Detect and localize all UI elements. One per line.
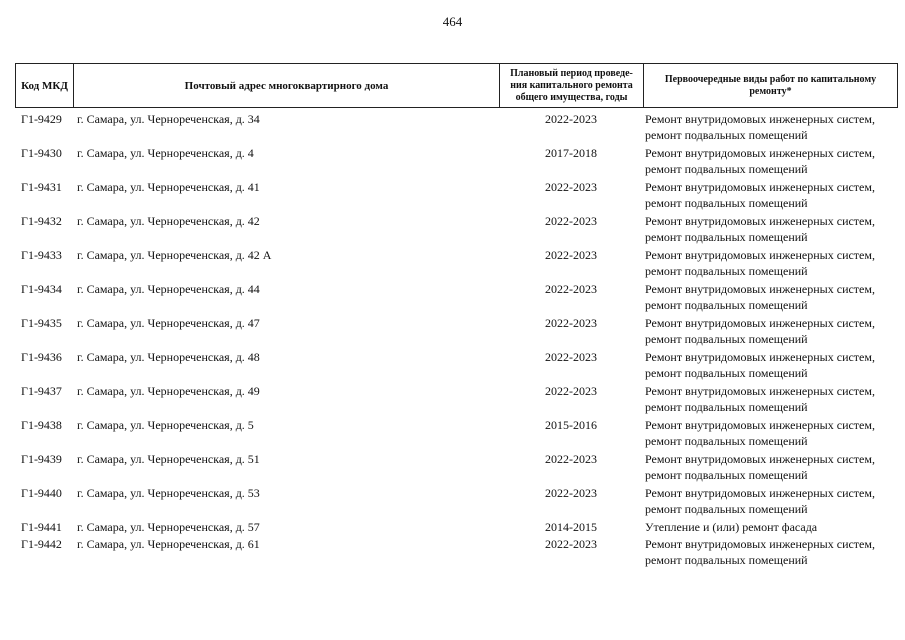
works-line: ремонт подвальных помещений — [645, 400, 808, 414]
table-row — [15, 211, 898, 245]
header-works-line: Первоочередные виды работ по капитальному — [664, 73, 877, 85]
address-cell: г. Самара, ул. Чернореченская, д. 44 — [77, 282, 260, 296]
period-cell: 2022-2023 — [545, 452, 597, 466]
mkd-code-cell: Г1-9441 — [21, 520, 62, 534]
address-cell: г. Самара, ул. Чернореченская, д. 53 — [77, 486, 260, 500]
mkd-code-cell: Г1-9434 — [21, 282, 62, 296]
period-cell: 2022-2023 — [545, 486, 597, 500]
works-line: ремонт подвальных помещений — [645, 196, 808, 210]
works-line: Ремонт внутридомовых инженерных систем, — [645, 282, 875, 296]
works-line: Ремонт внутридомовых инженерных систем, — [645, 180, 875, 194]
address-cell: г. Самара, ул. Чернореченская, д. 4 — [77, 146, 254, 160]
works-cell — [645, 536, 875, 568]
works-line: Ремонт внутридомовых инженерных систем, — [645, 418, 875, 432]
period-cell: 2022-2023 — [545, 112, 597, 126]
period-cell: 2022-2023 — [545, 537, 597, 551]
mkd-code-cell: Г1-9435 — [21, 316, 62, 330]
works-line: ремонт подвальных помещений — [645, 162, 808, 176]
works-cell — [645, 485, 875, 517]
table-row — [15, 143, 898, 177]
mkd-code-cell: Г1-9429 — [21, 112, 62, 126]
works-cell — [645, 383, 875, 415]
table-row — [15, 313, 898, 347]
period-cell: 2014-2015 — [545, 520, 597, 534]
works-line: Ремонт внутридомовых инженерных систем, — [645, 316, 875, 330]
address-cell: г. Самара, ул. Чернореченская, д. 49 — [77, 384, 260, 398]
works-line: ремонт подвальных помещений — [645, 332, 808, 346]
mkd-code-cell: Г1-9431 — [21, 180, 62, 194]
table-body — [15, 109, 898, 568]
mkd-code-cell: Г1-9439 — [21, 452, 62, 466]
address-cell: г. Самара, ул. Чернореченская, д. 61 — [77, 537, 260, 551]
period-cell: 2022-2023 — [545, 282, 597, 296]
table-row — [15, 279, 898, 313]
period-cell: 2022-2023 — [545, 350, 597, 364]
mkd-code-cell: Г1-9436 — [21, 350, 62, 364]
header-works — [644, 64, 897, 107]
header-period — [500, 64, 644, 107]
header-works-line: ремонту* — [749, 85, 792, 97]
works-line: Ремонт внутридомовых инженерных систем, — [645, 146, 875, 160]
works-cell — [645, 145, 875, 177]
header-period-line: ния капитального ремонта — [510, 79, 633, 91]
address-cell: г. Самара, ул. Чернореченская, д. 42 А — [77, 248, 272, 262]
table-row — [15, 245, 898, 279]
works-cell — [645, 111, 875, 143]
works-line: ремонт подвальных помещений — [645, 502, 808, 516]
works-line: ремонт подвальных помещений — [645, 298, 808, 312]
works-line: ремонт подвальных помещений — [645, 366, 808, 380]
address-cell: г. Самара, ул. Чернореченская, д. 34 — [77, 112, 260, 126]
works-line: ремонт подвальных помещений — [645, 434, 808, 448]
table-row — [15, 347, 898, 381]
address-cell: г. Самара, ул. Чернореченская, д. 57 — [77, 520, 260, 534]
works-cell — [645, 519, 817, 535]
works-cell — [645, 451, 875, 483]
table-row — [15, 109, 898, 143]
table-header — [15, 63, 898, 108]
header-period-line: общего имущества, годы — [515, 91, 628, 103]
period-cell: 2022-2023 — [545, 214, 597, 228]
works-line: ремонт подвальных помещений — [645, 230, 808, 244]
mkd-code-cell: Г1-9437 — [21, 384, 62, 398]
address-cell: г. Самара, ул. Чернореченская, д. 42 — [77, 214, 260, 228]
header-code: Код МКД — [16, 64, 74, 107]
works-line: Ремонт внутридомовых инженерных систем, — [645, 248, 875, 262]
table-row — [15, 177, 898, 211]
works-line: Ремонт внутридомовых инженерных систем, — [645, 486, 875, 500]
period-cell: 2022-2023 — [545, 180, 597, 194]
table-row — [15, 381, 898, 415]
works-line: ремонт подвальных помещений — [645, 264, 808, 278]
works-line: ремонт подвальных помещений — [645, 553, 808, 567]
address-cell: г. Самара, ул. Чернореченская, д. 48 — [77, 350, 260, 364]
mkd-code-cell: Г1-9433 — [21, 248, 62, 262]
period-cell: 2015-2016 — [545, 418, 597, 432]
page-number: 464 — [442, 14, 463, 29]
table-row — [15, 517, 898, 534]
header-address: Почтовый адрес многоквартирного дома — [74, 64, 500, 107]
period-cell: 2022-2023 — [545, 316, 597, 330]
works-cell — [645, 179, 875, 211]
works-cell — [645, 417, 875, 449]
address-cell: г. Самара, ул. Чернореченская, д. 51 — [77, 452, 260, 466]
mkd-code-cell: Г1-9432 — [21, 214, 62, 228]
works-cell — [645, 315, 875, 347]
works-line: Ремонт внутридомовых инженерных систем, — [645, 384, 875, 398]
works-line: Ремонт внутридомовых инженерных систем, — [645, 112, 875, 126]
works-cell — [645, 281, 875, 313]
period-cell: 2017-2018 — [545, 146, 597, 160]
table-row — [15, 483, 898, 517]
works-cell — [645, 247, 875, 279]
works-line: Ремонт внутридомовых инженерных систем, — [645, 452, 875, 466]
works-line: ремонт подвальных помещений — [645, 128, 808, 142]
period-cell: 2022-2023 — [545, 248, 597, 262]
works-line: Утепление и (или) ремонт фасада — [645, 520, 818, 534]
address-cell: г. Самара, ул. Чернореченская, д. 5 — [77, 418, 254, 432]
mkd-code-cell: Г1-9442 — [21, 537, 62, 551]
works-line: Ремонт внутридомовых инженерных систем, — [645, 214, 875, 228]
table-row — [15, 415, 898, 449]
works-line: Ремонт внутридомовых инженерных систем, — [645, 350, 875, 364]
mkd-code-cell: Г1-9438 — [21, 418, 62, 432]
address-cell: г. Самара, ул. Чернореченская, д. 47 — [77, 316, 260, 330]
mkd-code-cell: Г1-9430 — [21, 146, 62, 160]
period-cell: 2022-2023 — [545, 384, 597, 398]
table-row — [15, 534, 898, 568]
mkd-code-cell: Г1-9440 — [21, 486, 62, 500]
works-line: Ремонт внутридомовых инженерных систем, — [645, 537, 875, 551]
address-cell: г. Самара, ул. Чернореченская, д. 41 — [77, 180, 260, 194]
header-period-line: Плановый период проведе- — [510, 67, 633, 79]
table-row — [15, 449, 898, 483]
works-cell — [645, 349, 875, 381]
works-line: ремонт подвальных помещений — [645, 468, 808, 482]
works-cell — [645, 213, 875, 245]
